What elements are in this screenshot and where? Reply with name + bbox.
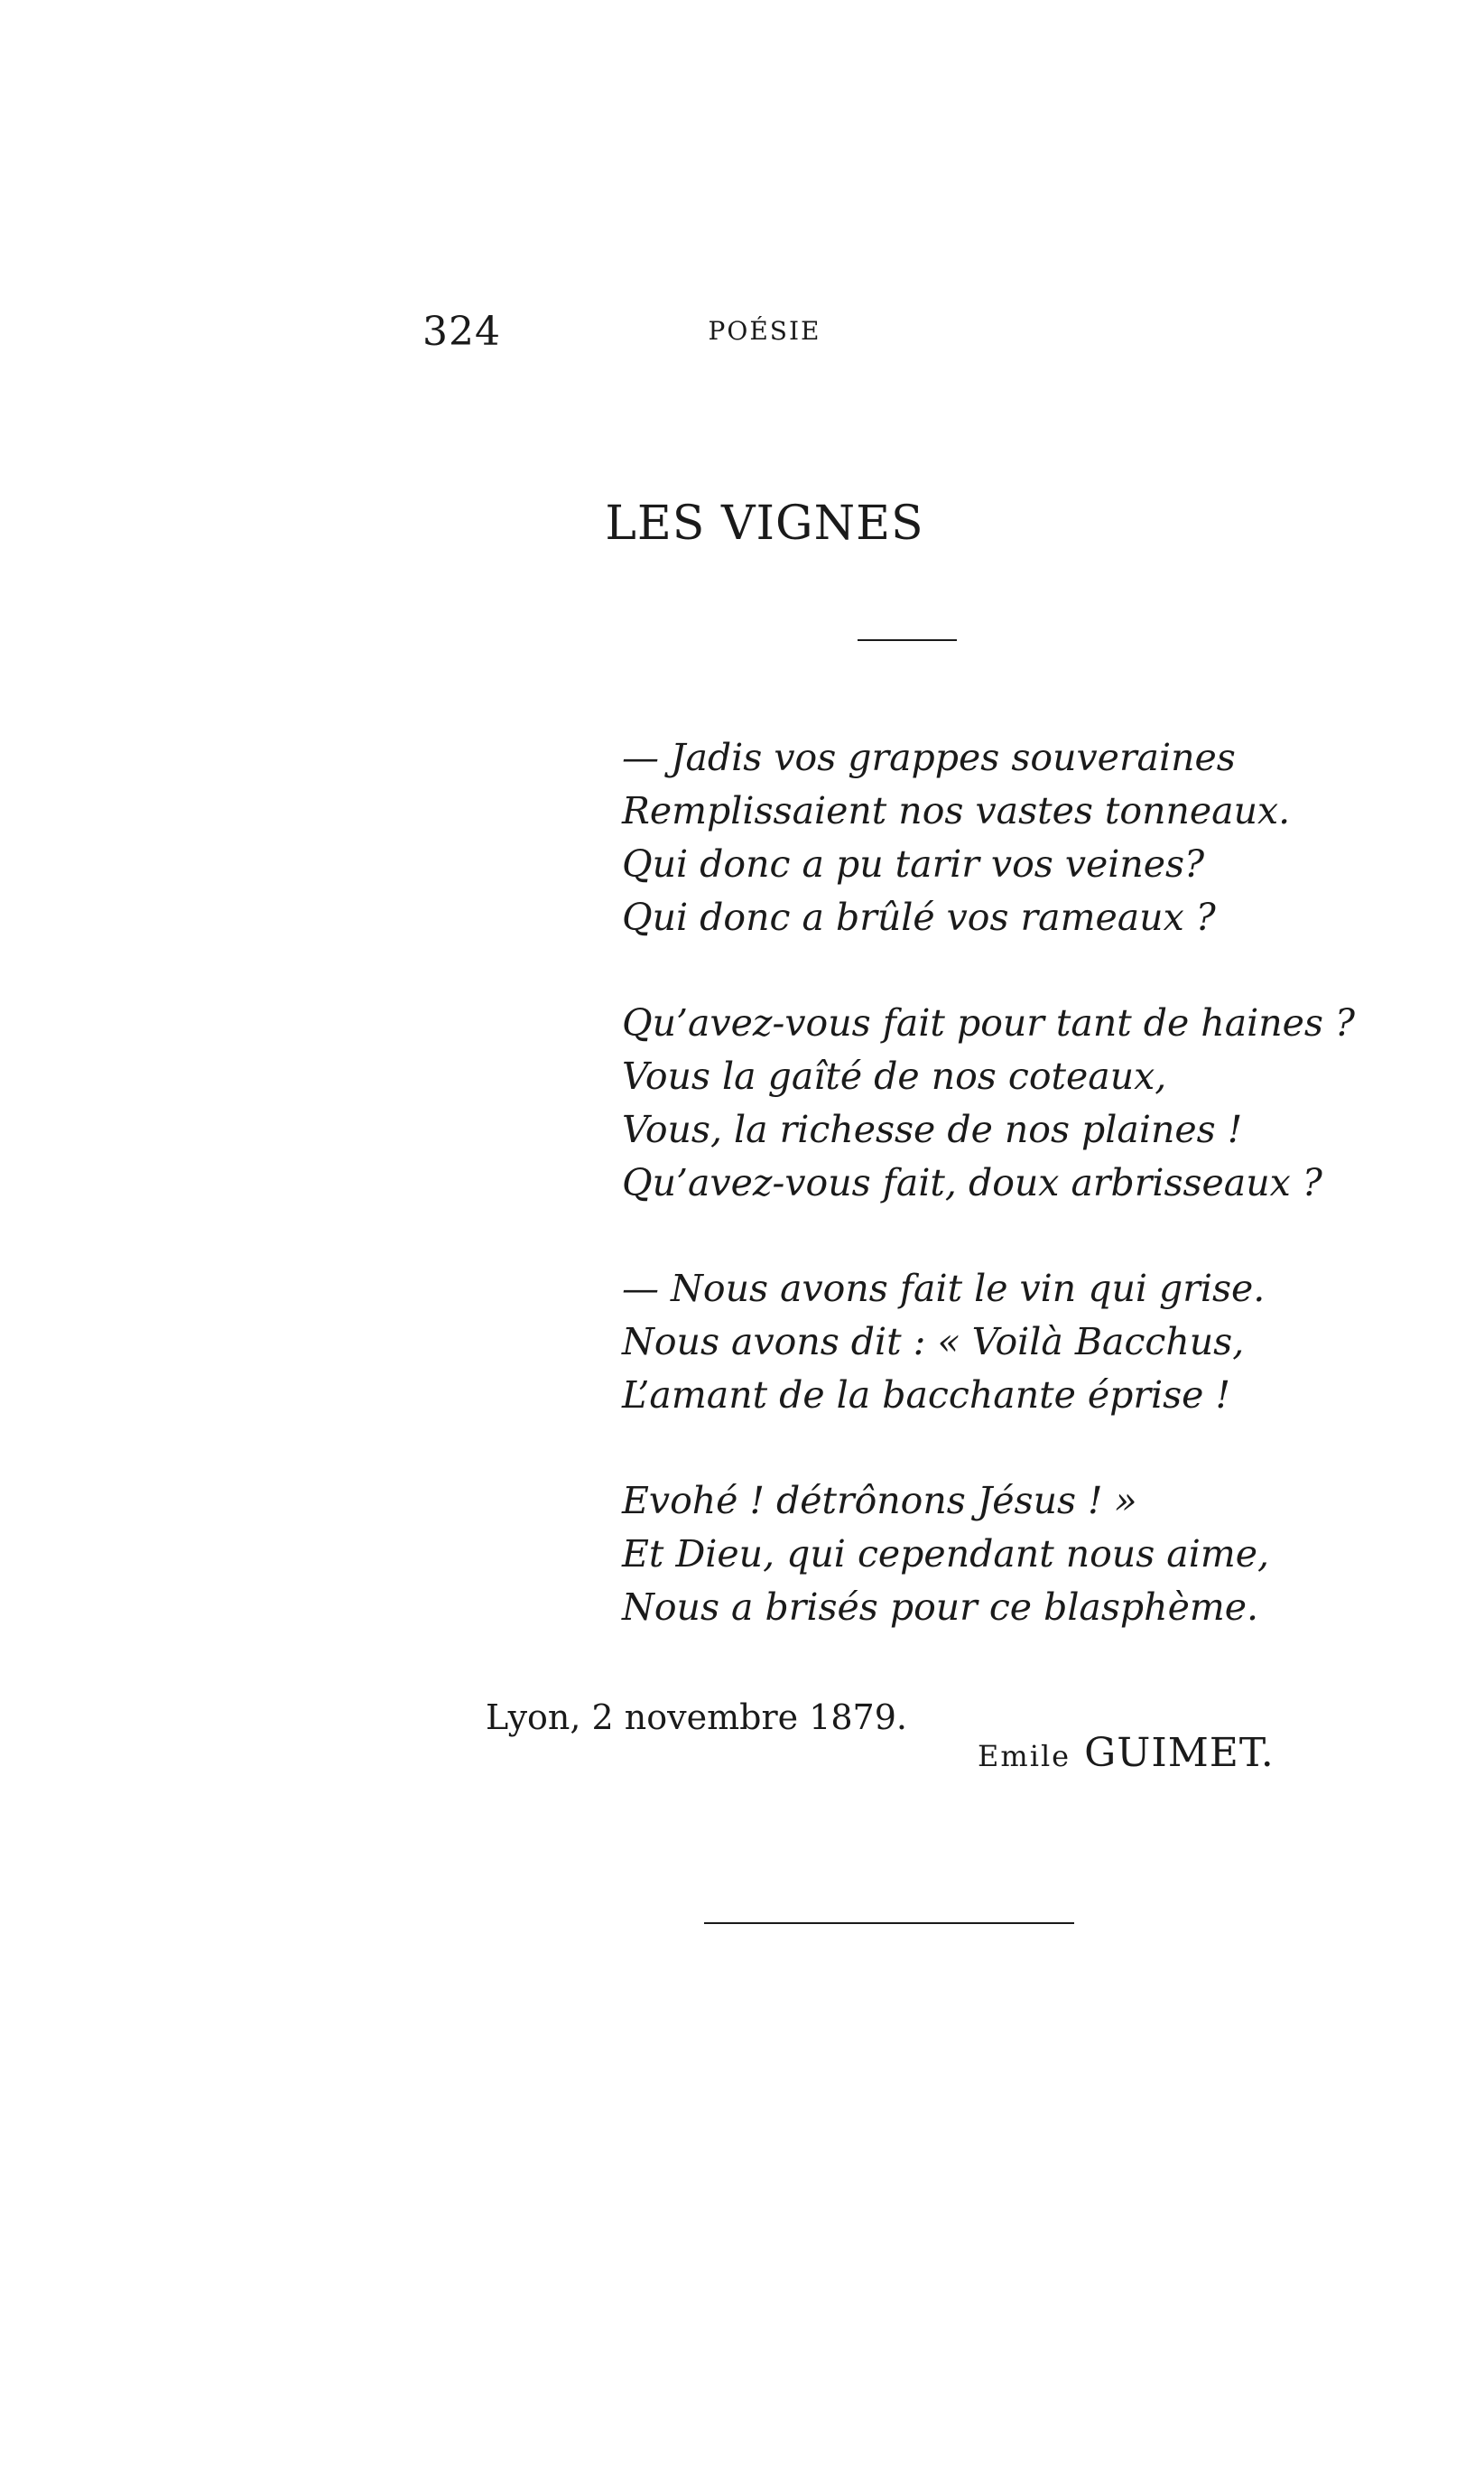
verse-line: — Nous avons fait le vin qui grise. xyxy=(622,1267,1266,1310)
author-signature xyxy=(978,1730,1275,1776)
place-date: Lyon, 2 novembre 1879. xyxy=(486,1697,907,1737)
title-divider xyxy=(858,639,957,641)
verse-line: Evohé ! détrônons Jésus ! » xyxy=(622,1479,1137,1522)
verse-line: Nous a brisés pour ce blasphème. xyxy=(622,1585,1259,1629)
verse-line: Vous la gaîté de nos coteaux, xyxy=(622,1055,1167,1098)
page-number: 324 xyxy=(422,309,501,355)
stanza xyxy=(622,997,1355,1210)
verse-line: Qu’avez-vous fait pour tant de haines ? xyxy=(622,1001,1355,1045)
author-last-name: GUIMET. xyxy=(1084,1730,1275,1776)
verse-line: Qui donc a brûlé vos rameaux ? xyxy=(622,896,1216,939)
author-first-name: Emile xyxy=(978,1739,1071,1773)
running-head: POÉSIE xyxy=(708,316,821,346)
stanza xyxy=(622,731,1326,944)
stanza xyxy=(622,1474,1326,1634)
poem-body xyxy=(622,731,1355,1687)
stanza xyxy=(622,1262,1326,1422)
verse-line: Vous, la richesse de nos plaines ! xyxy=(622,1108,1243,1151)
verse-line: Et Dieu, qui cependant nous aime, xyxy=(622,1532,1269,1576)
verse-line: Nous avons dit : « Voilà Bacchus, xyxy=(622,1320,1245,1363)
poem-title: LES VIGNES xyxy=(605,497,924,551)
verse-line: Qui donc a pu tarir vos veines? xyxy=(622,842,1205,886)
verse-line: Qu’avez-vous fait, doux arbrisseaux ? xyxy=(622,1161,1322,1204)
end-divider xyxy=(704,1922,1074,1924)
verse-line: — Jadis vos grappes souveraines xyxy=(622,736,1236,779)
verse-line: Remplissaient nos vastes tonneaux. xyxy=(622,789,1291,832)
verse-line: L’amant de la bacchante éprise ! xyxy=(622,1373,1230,1417)
